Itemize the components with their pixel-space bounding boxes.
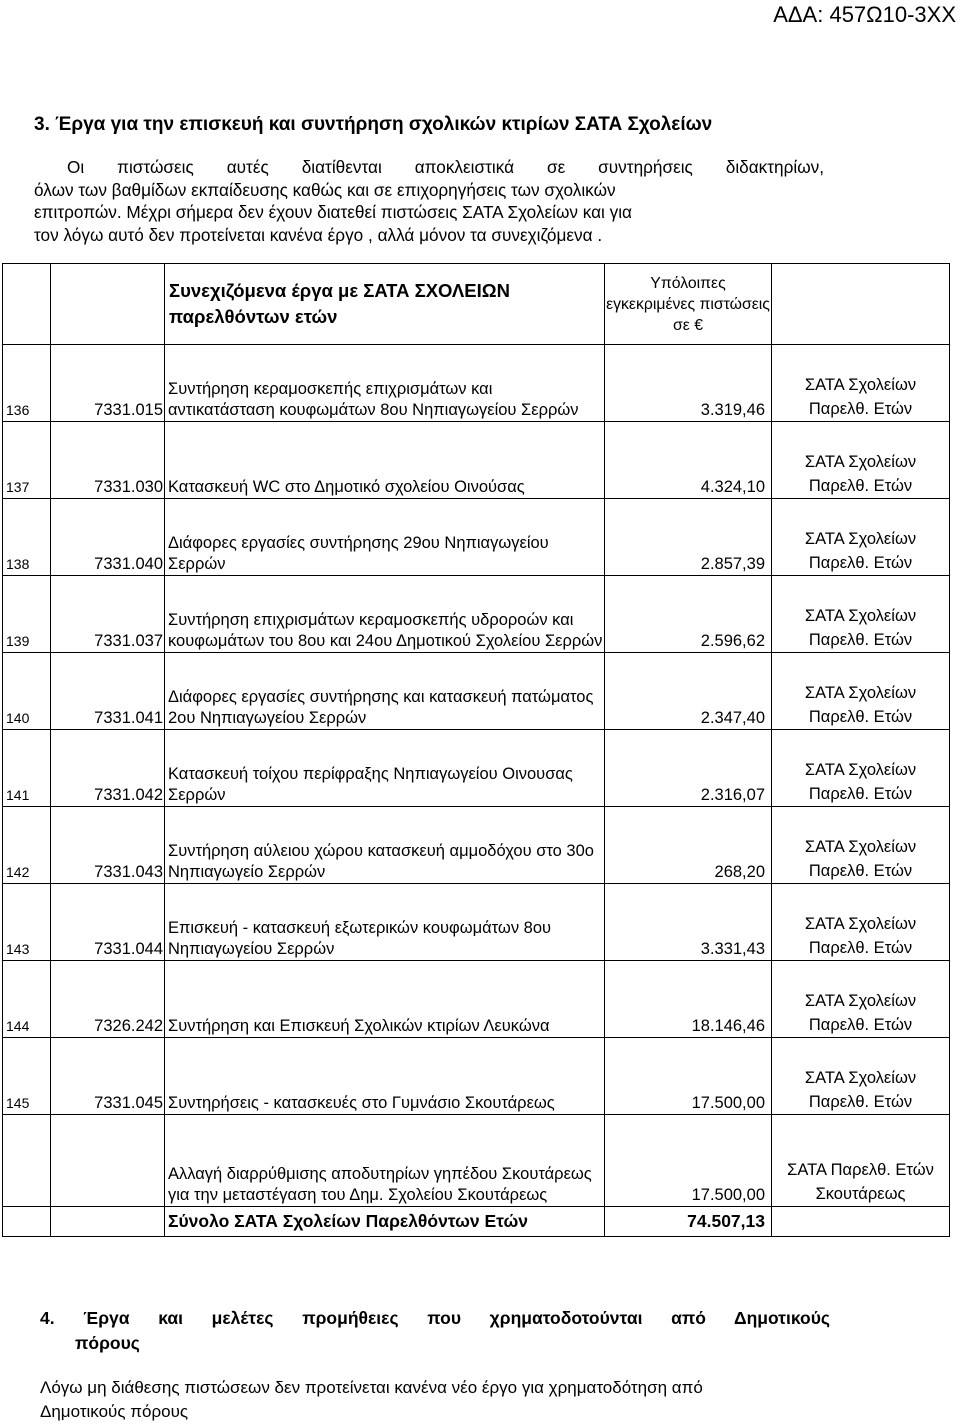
row-number: 140 [3,653,51,730]
table-row [3,807,950,884]
row-description: Κατασκευή τοίχου περίφραξης Νηπιαγωγείου Οινουσας Σερρών [165,730,605,807]
section-4-body-line: Δημοτικούς πόρους [40,1402,189,1421]
row-description: Κατασκευή WC στο Δημοτικό σχολείου Οινούσας [165,422,605,499]
section-3-title: 3. Έργα για την επισκευή και συντήρηση σχολικών κτιρίων ΣΑΤΑ Σχολείων [34,114,713,135]
row-description: Συντήρηση κεραμοσκεπής επιχρισμάτων και αντικατάσταση κουφωμάτων 8ου Νηπιαγωγείου Σερρών [165,345,605,422]
table-row [3,884,950,961]
row-description: Συντήρηση αύλειου χώρου κατασκευή αμμοδόχου στο 30ο Νηπιαγωγείο Σερρών [165,807,605,884]
row-description: Διάφορες εργασίες συντήρησης 29ου Νηπιαγωγείου Σερρών [165,499,605,576]
row-source: ΣΑΤΑ Σχολείων Παρελθ. Ετών [772,1038,950,1115]
total-amount: 74.507,13 [605,1207,772,1237]
row-code: 7331.041 [51,653,165,730]
header-amount: Υπόλοιπες εγκεκριμένες πιστώσεις σε € [605,264,772,345]
row-amount: 2.347,40 [605,653,772,730]
projects-table [2,263,950,1237]
total-row [3,1207,950,1237]
intro-line: όλων των βαθμίδων εκπαίδευσης καθώς και σε επιχορηγήσεις των σχολικών [34,179,616,200]
total-label: Σύνολο ΣΑΤΑ Σχολείων Παρελθόντων Ετών [165,1207,605,1237]
row-number: 141 [3,730,51,807]
table-row [3,422,950,499]
section-3-intro [34,156,824,246]
row-number [3,1115,51,1207]
row-number: 138 [3,499,51,576]
row-source: ΣΑΤΑ Σχολείων Παρελθ. Ετών [772,884,950,961]
section-4-body-line: Λόγω μη διάθεσης πιστώσεων δεν προτείνεται κανένα νέο έργο για χρηματοδότηση από [40,1378,703,1397]
row-description: Συντηρήσεις - κατασκευές στο Γυμνάσιο Σκουτάρεως [165,1038,605,1115]
row-source: ΣΑΤΑ Σχολείων Παρελθ. Ετών [772,730,950,807]
row-source: ΣΑΤΑ Σχολείων Παρελθ. Ετών [772,961,950,1038]
row-amount: 3.319,46 [605,345,772,422]
row-source: ΣΑΤΑ Παρελθ. Ετών Σκουτάρεως [772,1115,950,1207]
section-4-title-line: 4. Έργα και μελέτες προμήθειες που χρηματοδοτούνται από Δημοτικούς [40,1308,830,1328]
row-code: 7331.037 [51,576,165,653]
row-code [51,1115,165,1207]
table-row [3,730,950,807]
row-code: 7331.044 [51,884,165,961]
row-code: 7331.042 [51,730,165,807]
row-amount: 2.596,62 [605,576,772,653]
row-number: 145 [3,1038,51,1115]
row-code: 7331.045 [51,1038,165,1115]
row-description: Συντήρηση επιχρισμάτων κεραμοσκεπής υδρορoών και κουφωμάτων του 8ου και 24ου Δημοτικού Σχολείου Σερρών [165,576,605,653]
section-4-title [40,1306,830,1356]
section-4-body [40,1376,840,1424]
table-row [3,345,950,422]
table-row [3,653,950,730]
row-source: ΣΑΤΑ Σχολείων Παρελθ. Ετών [772,422,950,499]
row-source: ΣΑΤΑ Σχολείων Παρελθ. Ετών [772,499,950,576]
row-source: ΣΑΤΑ Σχολείων Παρελθ. Ετών [772,345,950,422]
intro-line: επιτροπών. Μέχρι σήμερα δεν έχουν διατεθεί πιστώσεις ΣΑΤΑ Σχολείων και για [34,202,632,222]
row-description: Συντήρηση και Επισκευή Σχολικών κτιρίων Λευκώνα [165,961,605,1038]
row-amount: 2.857,39 [605,499,772,576]
row-source: ΣΑΤΑ Σχολείων Παρελθ. Ετών [772,653,950,730]
row-amount: 18.146,46 [605,961,772,1038]
row-amount: 3.331,43 [605,884,772,961]
row-amount: 17.500,00 [605,1038,772,1115]
row-description: Επισκευή - κατασκευή εξωτερικών κουφωμάτων 8ου Νηπιαγωγείου Σερρών [165,884,605,961]
table-row [3,1115,950,1207]
row-code: 7326.242 [51,961,165,1038]
ada-stamp: ΑΔΑ: 457Ω10-3ΧΧ [773,2,956,27]
row-code: 7331.030 [51,422,165,499]
table-row [3,576,950,653]
intro-line: Οι πιστώσεις αυτές διατίθενται αποκλειστικά σε συντηρήσεις διδακτηρίων, [67,157,824,177]
row-description: Αλλαγή διαρρύθμισης αποδυτηρίων γηπέδου Σκουτάρεως για την μεταστέγαση του Δημ. Σχολείου Σκουτάρεως [165,1115,605,1207]
row-amount: 4.324,10 [605,422,772,499]
table-header-row [3,264,950,345]
row-amount: 268,20 [605,807,772,884]
row-amount: 17.500,00 [605,1115,772,1207]
row-number: 144 [3,961,51,1038]
table-row [3,1038,950,1115]
row-code: 7331.015 [51,345,165,422]
row-code: 7331.040 [51,499,165,576]
table-row [3,499,950,576]
row-description: Διάφορες εργασίες συντήρησης και κατασκευή πατώματος 2ου Νηπιαγωγείου Σερρών [165,653,605,730]
row-number: 139 [3,576,51,653]
row-source: ΣΑΤΑ Σχολείων Παρελθ. Ετών [772,807,950,884]
row-number: 142 [3,807,51,884]
section-4-title-line: πόρους [75,1333,140,1353]
intro-line: τον λόγω αυτό δεν προτείνεται κανένα έργο , αλλά μόνον τα συνεχιζόμενα . [34,224,603,245]
row-amount: 2.316,07 [605,730,772,807]
row-number: 143 [3,884,51,961]
row-code: 7331.043 [51,807,165,884]
header-description: Συνεχιζόμενα έργα με ΣΑΤΑ ΣΧΟΛΕΙΩΝ παρελθόντων ετών [165,264,605,345]
table-row [3,961,950,1038]
row-number: 137 [3,422,51,499]
row-source: ΣΑΤΑ Σχολείων Παρελθ. Ετών [772,576,950,653]
row-number: 136 [3,345,51,422]
